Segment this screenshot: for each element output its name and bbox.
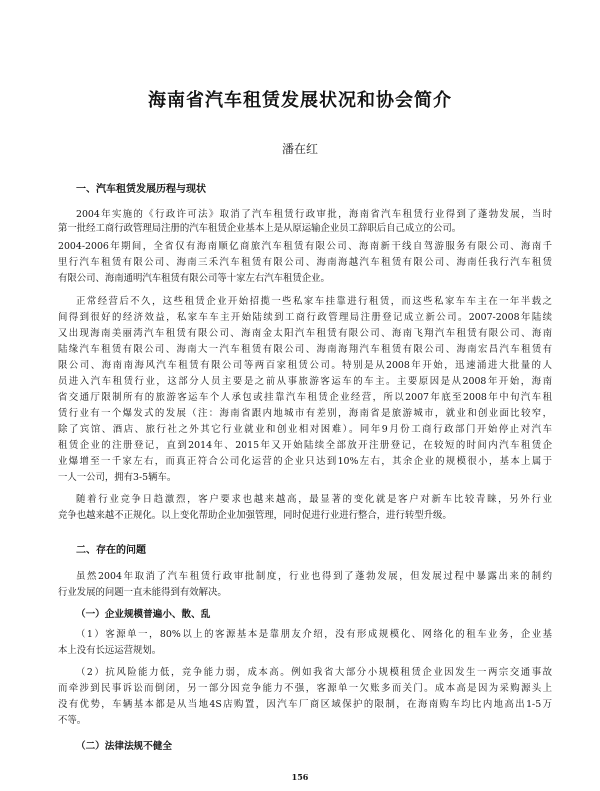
- text-line: 虽然2004年取消了汽车租赁行政审批制度，行业也得到了蓬勃发展，但发展过程中暴露出来的制约: [76, 571, 552, 582]
- text-line: 间得到很好的经济效益，私家车车主开始陆续到工商行政管理局注册登记成立新公司。2007-2008年陆续: [58, 312, 552, 323]
- text-line: （2）抗风险能力低，竞争能力弱，成本高。例如我省大部分小规模租赁企业因发生一两宗交通事故: [76, 667, 552, 678]
- text-line: （1）客源单一，80%以上的客源基本是靠朋友介绍，没有形成规模化、网络化的租车业务，企业基: [76, 629, 552, 640]
- page-number: 156: [291, 772, 309, 782]
- text-line: 又出现海南美丽湾汽车租赁有限公司、海南金太阳汽车租赁有限公司、海南飞翔汽车租赁有限公司、海南: [58, 328, 552, 339]
- text-line: 一人一公司，拥有3-5辆车。: [58, 472, 177, 483]
- paper-title: 海南省汽车租赁发展状况和协会简介: [148, 90, 452, 111]
- text-line: 没有优势，车辆基本都是从当地4S店购置，因汽车厂商区域保护的限制，在海南购车均比内地高出1-5万: [58, 699, 552, 710]
- text-line: 业爆增至一千家左右，而真正符合公司化运营的企业只达到10%左右，其余企业的规模很小，基本上属于: [58, 456, 552, 467]
- text-line: 有限公司、海南通明汽车租赁有限公司等十家左右汽车租赁企业。: [58, 273, 330, 284]
- text-line: 赁行业有一个爆发式的发展（注：海南省跟内地城市有差别，海南省是旅游城市，就业和创业面比较窄，: [58, 408, 552, 419]
- subsection-heading-2: （二）法律法规不健全: [76, 741, 172, 752]
- text-line: 限公司、海南南海风汽车租赁有限公司等两百家租赁公司。特别是从2008年开始，迅速涌进大批量的人: [58, 360, 552, 371]
- author-name: 潘在红: [281, 142, 318, 156]
- subsection-heading-1: （一）企业规模普遍小、散、乱: [76, 609, 211, 620]
- text-line: 2004年实施的《行政许可法》取消了汽车租赁行政审批，海南省汽车租赁行业得到了蓬勃发展，当时: [76, 209, 552, 220]
- text-line: 不等。: [58, 715, 87, 726]
- text-line: 本上没有长远运营规划。: [58, 645, 162, 656]
- section-heading-2: 二、存在的问题: [76, 545, 146, 556]
- text-line: 第一批经工商行政管理局注册的汽车租赁企业基本上是从原运输企业员工辞职后自己成立的公司。: [58, 223, 462, 234]
- text-line: 随着行业竞争日趋激烈，客户要求也越来越高，最显著的变化就是客户对新车比较青睐，另外行业: [76, 494, 552, 505]
- text-line: 而牵涉到民事诉讼而倒闭，另一部分因竞争能力不强，客源单一欠账多而关门。成本高是因为采购源头上: [58, 683, 552, 694]
- text-line: 竞争也越来越不正规化。以上变化帮助企业加强管理，同时促进行业进行整合，进行转型升级。: [58, 510, 452, 521]
- text-line: 行业发展的问题一直未能得到有效解决。: [58, 587, 227, 598]
- text-line: 租赁企业的注册登记，直到2014年、2015年又开始陆续全部放开注册登记，在较短的时间内汽车租赁企: [58, 440, 552, 451]
- text-line: 省交通厅限制所有的旅游客运车个人承包或挂靠汽车租赁企业经营，所以2007年底至2008年中旬汽车租: [58, 392, 552, 403]
- text-line: 正常经营后不久，这些租赁企业开始招揽一些私家车挂靠进行租赁，而这些私家车车主在一年半载之: [76, 296, 552, 307]
- text-line: 里行汽车租赁有限公司、海南三禾汽车租赁有限公司、海南海越汽车租赁有限公司、海南任我行汽车租赁: [58, 257, 552, 268]
- text-line: 除了宾馆、酒店、旅行社之外其它行业就业和创业相对困难）。同年9月份工商行政部门开始停止对汽车: [58, 424, 552, 435]
- text-line: 陆缘汽车租赁有限公司、海南大一汽车租赁有限公司、海南海翔汽车租赁有限公司、海南宏昌汽车租赁有: [58, 344, 552, 355]
- section-heading-1: 一、汽车租赁发展历程与现状: [76, 184, 206, 195]
- text-line: 2004-2006年期间，全省仅有海南顺亿商旅汽车租赁有限公司、海南新干线自驾游服务有限公司、海南千: [58, 241, 552, 252]
- text-line: 员进入汽车租赁行业，这部分人员主要是之前从事旅游客运车的车主。主要原因是从2008年开始，海南: [58, 376, 552, 387]
